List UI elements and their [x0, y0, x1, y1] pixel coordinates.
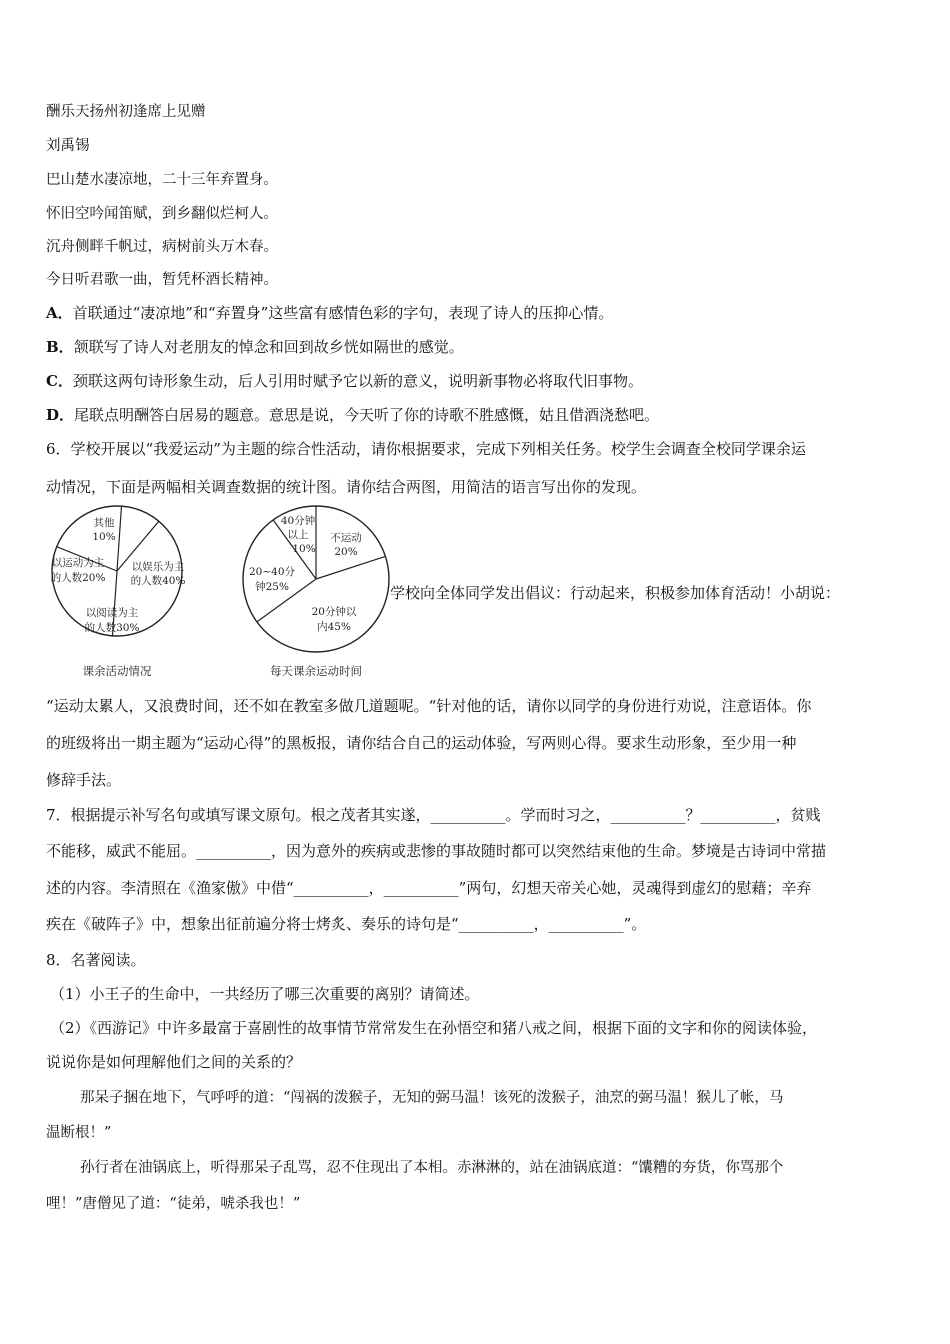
option-c [46, 371, 643, 391]
q6-line: 的班级将出一期主题为“运动心得”的黑板报，请你结合自己的运动体验，写两则心得。要求生动形象，至少用一种 [46, 734, 797, 752]
option-text: 颔联写了诗人对老朋友的悼念和回到故乡恍如隔世的感觉。 [73, 338, 464, 356]
q6-line: 6．学校开展以“我爱运动”为主题的综合性活动，请你根据要求，完成下列相关任务。校学生会调查全校同学课余运 [46, 440, 806, 458]
q7-line: 述的内容。李清照在《渔家傲》中借“__________，__________”两句，幻想天帝关心她，灵魂得到虚幻的慰藉；辛弃 [46, 879, 812, 897]
slice-label-under-20: 20分钟以 [311, 606, 357, 618]
passage-line: 孙行者在油锅底上，听得那呆子乱骂，忍不住现出了本相。赤淋淋的，站在油锅底道：“馕糟的夯货，你骂那个 [80, 1160, 784, 1176]
poem-title: 酬乐天扬州初逢席上见赠 [46, 104, 206, 120]
slice-label-entertainment: 以娱乐为主 [131, 561, 185, 573]
poem-line: 怀旧空吟闻笛赋，到乡翻似烂柯人。 [46, 206, 278, 222]
q8-sub2: 说说你是如何理解他们之间的关系的？ [46, 1053, 302, 1071]
pie-chart-activity [51, 506, 186, 678]
q7-line: 疾在《破阵子》中，想象出征前遍分将士烤炙、奏乐的诗句是“__________，__________”。 [46, 915, 647, 933]
slice-label-over-40: 40分钟 [280, 515, 316, 527]
q6-beside-chart: 学校向全体同学发出倡议：行动起来，积极参加体育活动！小胡说： [390, 584, 841, 602]
q6-line: 修辞手法。 [46, 771, 122, 789]
slice-value-reading: 的人数30% [84, 622, 140, 634]
q8-sub1: （1）小王子的生命中，一共经历了哪三次重要的离别？请简述。 [50, 985, 480, 1003]
passage-line: 那呆子捆在地下，气呼呼的道：“闯祸的泼猴子，无知的弼马温！该死的泼猴子，油烹的弼马温！猴儿了帐，马 [80, 1090, 784, 1106]
option-text: 首联通过“凄凉地”和“弃置身”这些富有感情色彩的字句，表现了诗人的压抑心情。 [72, 304, 614, 322]
q6-line: “运动太累人，又浪费时间，还不如在教室多做几道题呢。“针对他的话，请你以同学的身份进行劝说，注意语体。你 [46, 697, 812, 715]
slice-value-other: 10% [92, 531, 116, 543]
poem-line: 巴山楚水凄凉地，二十三年弃置身。 [46, 172, 278, 188]
chart-caption: 课余活动情况 [82, 664, 152, 678]
slice-label-20-40: 20~40分 [248, 566, 296, 578]
chart-caption: 每天课余运动时间 [270, 664, 362, 678]
slice-value-over-40: 10% [292, 543, 316, 555]
slice-value-under-20: 内45% [317, 621, 351, 633]
slice-value-exercise: 的人数20% [50, 572, 106, 584]
slice-value-20-40: 钟25% [255, 581, 289, 593]
pie-chart-exercise-time [243, 506, 389, 678]
passage-line: 温断根！” [46, 1125, 112, 1141]
q7-line: 7．根据提示补写名句或填写课文原句。根之茂者其实遂，__________。学而时习之，__________？__________，贫贱 [46, 806, 821, 824]
q7-line: 不能移，威武不能屈。__________，因为意外的疾病或悲惨的事故随时都可以突然结束他的生命。梦境是古诗词中常描 [46, 842, 827, 860]
option-label: D． [46, 406, 75, 424]
option-label: A． [46, 304, 73, 322]
option-label: C． [46, 372, 73, 390]
option-label: B． [46, 338, 74, 356]
passage-line: 哩！”唐僧见了道：“徒弟，唬杀我也！” [46, 1196, 301, 1212]
slice-value-entertainment: 的人数40% [130, 575, 186, 587]
q8-title: 8．名著阅读。 [46, 951, 146, 969]
option-a [46, 303, 613, 323]
slice-label-none: 不运动 [330, 532, 362, 544]
slice-label-other: 其他 [93, 517, 115, 529]
q6-line: 动情况，下面是两幅相关调查数据的统计图。请你结合两图，用简洁的语言写出你的发现。 [46, 478, 647, 496]
poem-line: 沉舟侧畔千帆过，病树前头万木春。 [46, 239, 278, 255]
option-d [46, 405, 659, 425]
slice-label-exercise: 以运动为主 [51, 557, 105, 569]
slice-label-over-40b: 以上 [287, 529, 309, 541]
q8-sub2: （2）《西游记》中许多最富于喜剧性的故事情节常常发生在孙悟空和猪八戒之间，根据下面的文字和你的阅读体验， [50, 1019, 818, 1037]
option-text: 颈联这两句诗形象生动，后人引用时赋予它以新的意义，说明新事物必将取代旧事物。 [72, 372, 643, 390]
poem-line: 今日听君歌一曲，暂凭杯酒长精神。 [46, 272, 278, 288]
slice-label-reading: 以阅读为主 [85, 607, 139, 619]
poem-author: 刘禹锡 [46, 138, 90, 154]
slice-value-none: 20% [334, 546, 358, 558]
option-text: 尾联点明酬答白居易的题意。意思是说，今天听了你的诗歌不胜感慨，姑且借酒浇愁吧。 [74, 406, 660, 424]
option-b [46, 337, 464, 357]
survey-charts [40, 503, 390, 681]
